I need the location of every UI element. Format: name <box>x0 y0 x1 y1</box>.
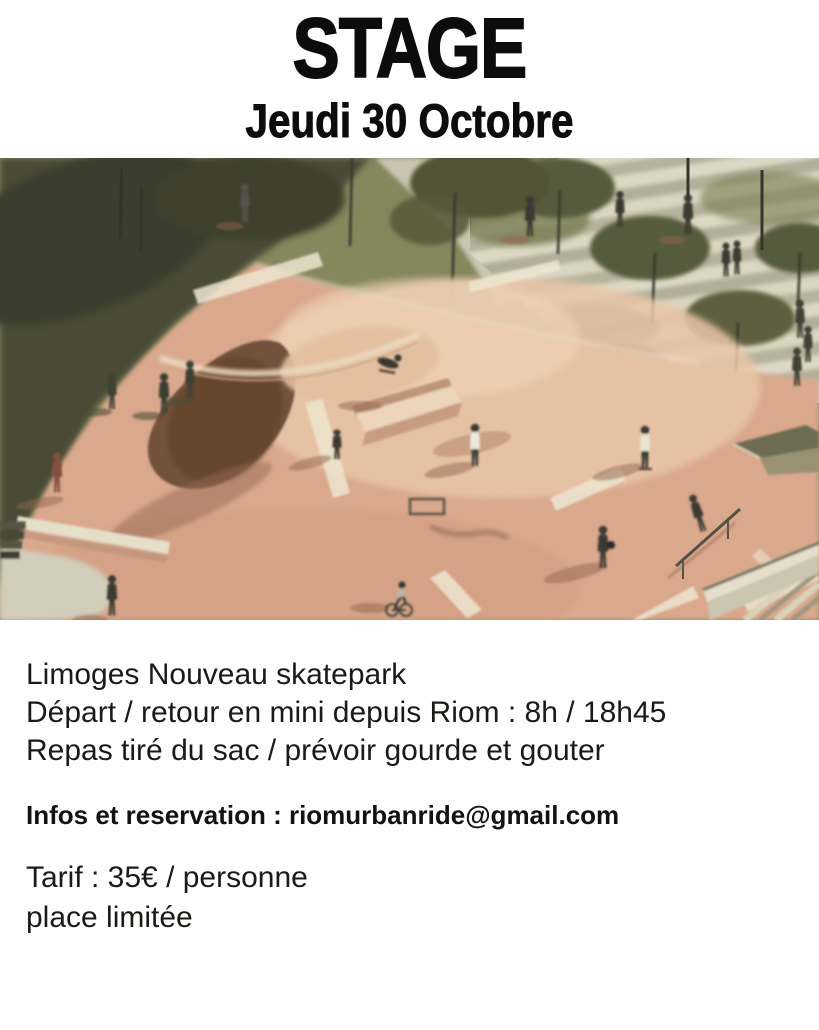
detail-transport: Départ / retour en mini depuis Riom : 8h / 18h45 <box>26 696 667 730</box>
event-details <box>0 656 819 770</box>
poster-title: STAGE <box>292 1 527 95</box>
photo-wash-overlay <box>0 158 819 620</box>
capacity-line: place limitée <box>26 901 193 935</box>
skatepark-illustration <box>0 158 819 620</box>
price-line: Tarif : 35€ / personne <box>26 861 308 895</box>
pricing-block <box>0 858 819 938</box>
contact-line: Infos et reservation : riomurbanride@gmail.com <box>26 800 620 831</box>
detail-location: Limoges Nouveau skatepark <box>26 658 407 692</box>
skatepark-photo <box>0 158 819 620</box>
event-flyer <box>0 1 819 1030</box>
poster-subtitle: Jeudi 30 Octobre <box>245 94 574 147</box>
detail-meal: Repas tiré du sac / prévoir gourde et gouter <box>26 734 605 768</box>
